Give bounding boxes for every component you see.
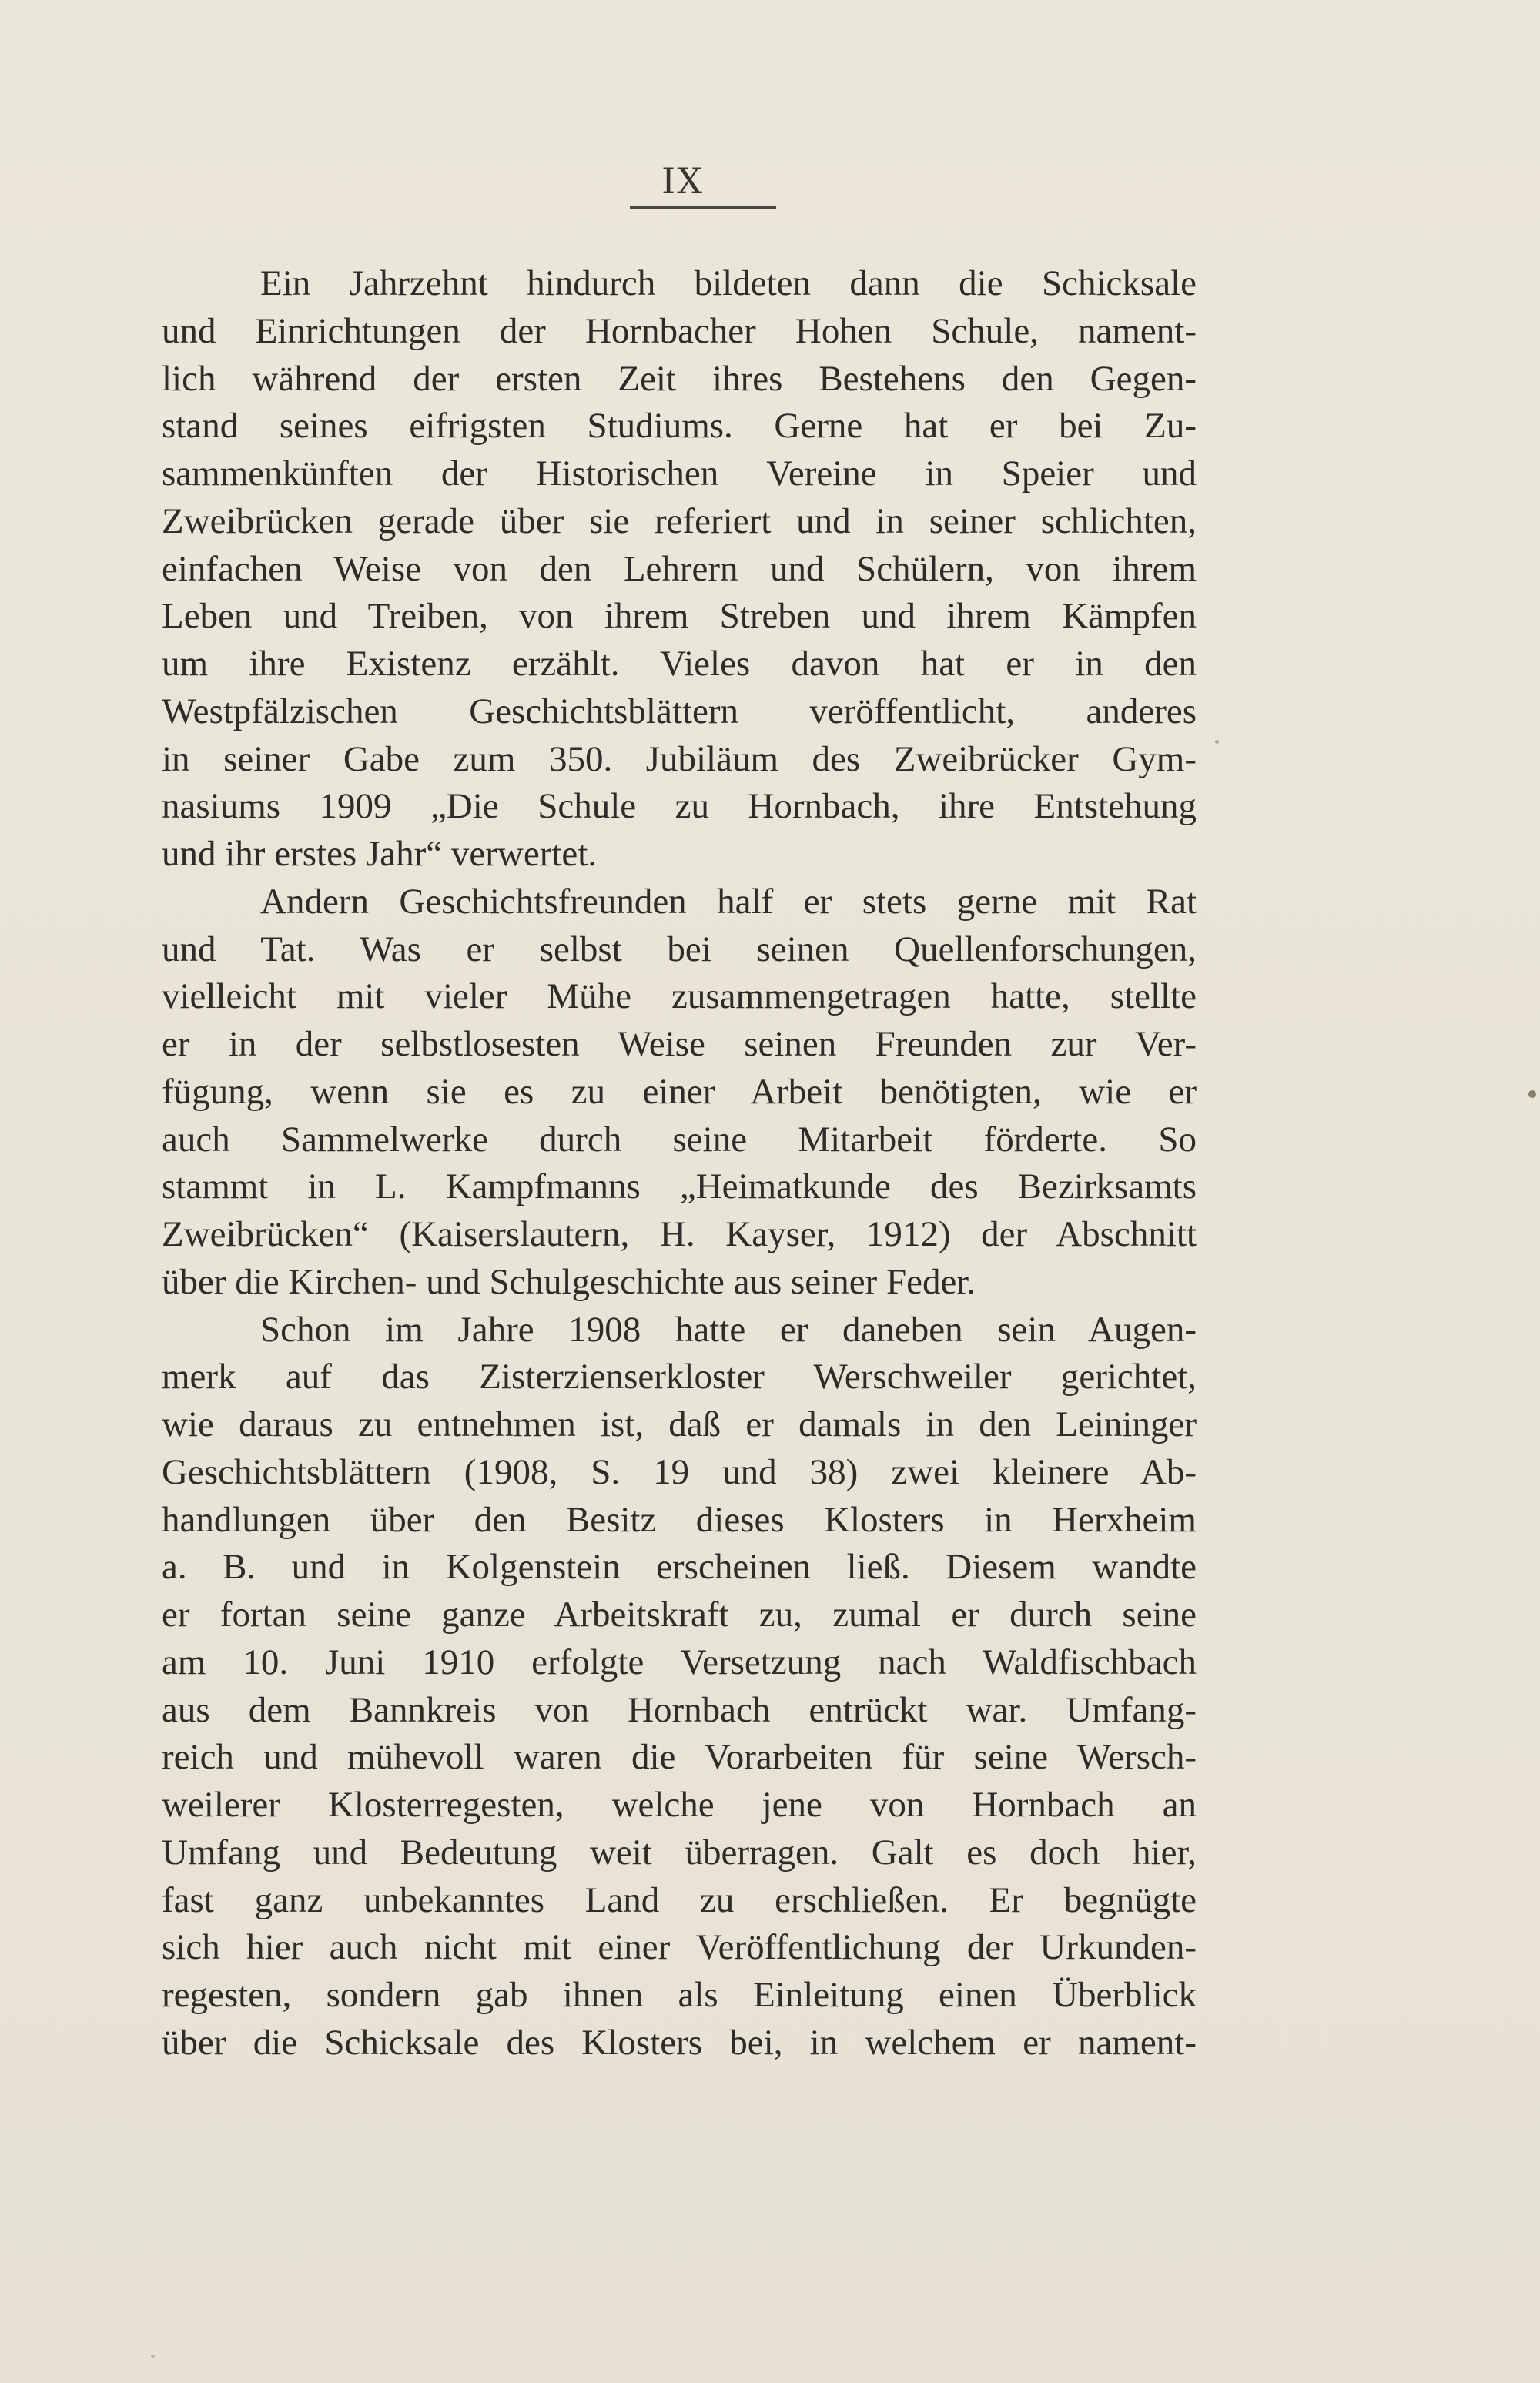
paper-speck bbox=[1215, 740, 1219, 744]
text-line: er fortan seine ganze Arbeitskraft zu, zumal er durch seine bbox=[162, 1595, 1197, 1635]
text-line: auch Sammelwerke durch seine Mitarbeit förderte. So bbox=[162, 1119, 1197, 1160]
text-line: wie daraus zu entnehmen ist, daß er damals in den Leininger bbox=[162, 1404, 1197, 1444]
text-line: stand seines eifrigsten Studiums. Gerne hat er bei Zu- bbox=[162, 406, 1197, 447]
text-line: Andern Geschichtsfreunden half er stets gerne mit Rat bbox=[260, 881, 1197, 922]
text-line: sich hier auch nicht mit einer Veröffentlichung der Urkunden- bbox=[162, 1927, 1197, 1968]
text-line: am 10. Juni 1910 erfolgte Versetzung nach Waldfischbach bbox=[162, 1642, 1197, 1682]
header-rule bbox=[630, 206, 776, 209]
text-line: Ein Jahrzehnt hindurch bildeten dann die Schicksale bbox=[260, 263, 1197, 303]
text-line: über die Kirchen- und Schulgeschichte aus seiner Feder. bbox=[162, 1261, 976, 1302]
text-line: Umfang und Bedeutung weit überragen. Galt es doch hier, bbox=[162, 1832, 1197, 1873]
text-line: lich während der ersten Zeit ihres Bestehens den Gegen- bbox=[162, 358, 1197, 399]
text-line: Geschichtsblättern (1908, S. 19 und 38) zwei kleinere Ab- bbox=[162, 1451, 1197, 1492]
text-line: Schon im Jahre 1908 hatte er daneben sein Augen- bbox=[260, 1309, 1197, 1350]
text-line: weilerer Klosterregesten, welche jene von Hornbach an bbox=[162, 1785, 1197, 1825]
paragraph bbox=[162, 879, 1197, 1307]
text-line: über die Schicksale des Klosters bei, in welchem er nament- bbox=[162, 2022, 1197, 2063]
text-line: handlungen über den Besitz dieses Klosters in Herxheim bbox=[162, 1499, 1197, 1540]
text-line: in seiner Gabe zum 350. Jubiläum des Zweibrücker Gym- bbox=[162, 738, 1197, 779]
text-line: aus dem Bannkreis von Hornbach entrückt war. Umfang- bbox=[162, 1689, 1197, 1730]
body-text bbox=[162, 260, 1197, 2067]
paragraph bbox=[162, 260, 1197, 879]
text-line: Westpfälzischen Geschichtsblättern veröffentlicht, anderes bbox=[162, 691, 1197, 731]
text-line: merk auf das Zisterzienserkloster Werschweiler gerichtet, bbox=[162, 1357, 1197, 1397]
text-line: a. B. und in Kolgenstein erscheinen ließ. Diesem wandte bbox=[162, 1547, 1197, 1588]
text-line: Leben und Treiben, von ihrem Streben und ihrem Kämpfen bbox=[162, 596, 1197, 637]
text-line: und ihr erstes Jahr“ verwertet. bbox=[162, 834, 598, 874]
text-line: regesten, sondern gab ihnen als Einleitung einen Überblick bbox=[162, 1975, 1197, 2015]
text-line: Zweibrücken“ (Kaiserslautern, H. Kayser, 1912) der Abschnitt bbox=[162, 1214, 1197, 1254]
text-line: um ihre Existenz erzählt. Vieles davon hat er in den bbox=[162, 644, 1197, 684]
text-line: und Einrichtungen der Hornbacher Hohen Schule, nament- bbox=[162, 310, 1197, 351]
text-line: stammt in L. Kampfmanns „Heimatkunde des Bezirksamts bbox=[162, 1166, 1197, 1207]
text-line: einfachen Weise von den Lehrern und Schülern, von ihrem bbox=[162, 548, 1197, 589]
paper-speck bbox=[1528, 1090, 1536, 1098]
text-line: nasiums 1909 „Die Schule zu Hornbach, ihre Entstehung bbox=[162, 786, 1197, 827]
text-line: und Tat. Was er selbst bei seinen Quellenforschungen, bbox=[162, 929, 1197, 969]
paragraph bbox=[162, 1307, 1197, 2067]
text-line: Zweibrücken gerade über sie referiert und in seiner schlichten, bbox=[162, 500, 1197, 541]
page-number: IX bbox=[661, 160, 704, 202]
text-line: vielleicht mit vieler Mühe zusammengetragen hatte, stellte bbox=[162, 976, 1197, 1017]
paper-speck bbox=[151, 2355, 155, 2358]
text-line: er in der selbstlosesten Weise seinen Freunden zur Ver- bbox=[162, 1024, 1197, 1064]
text-line: fügung, wenn sie es zu einer Arbeit benötigten, wie er bbox=[162, 1071, 1197, 1112]
text-line: sammenkünften der Historischen Vereine in Speier und bbox=[162, 454, 1197, 494]
text-line: fast ganz unbekanntes Land zu erschließen. Er begnügte bbox=[162, 1879, 1197, 1920]
text-line: reich und mühevoll waren die Vorarbeiten für seine Wersch- bbox=[162, 1737, 1197, 1778]
